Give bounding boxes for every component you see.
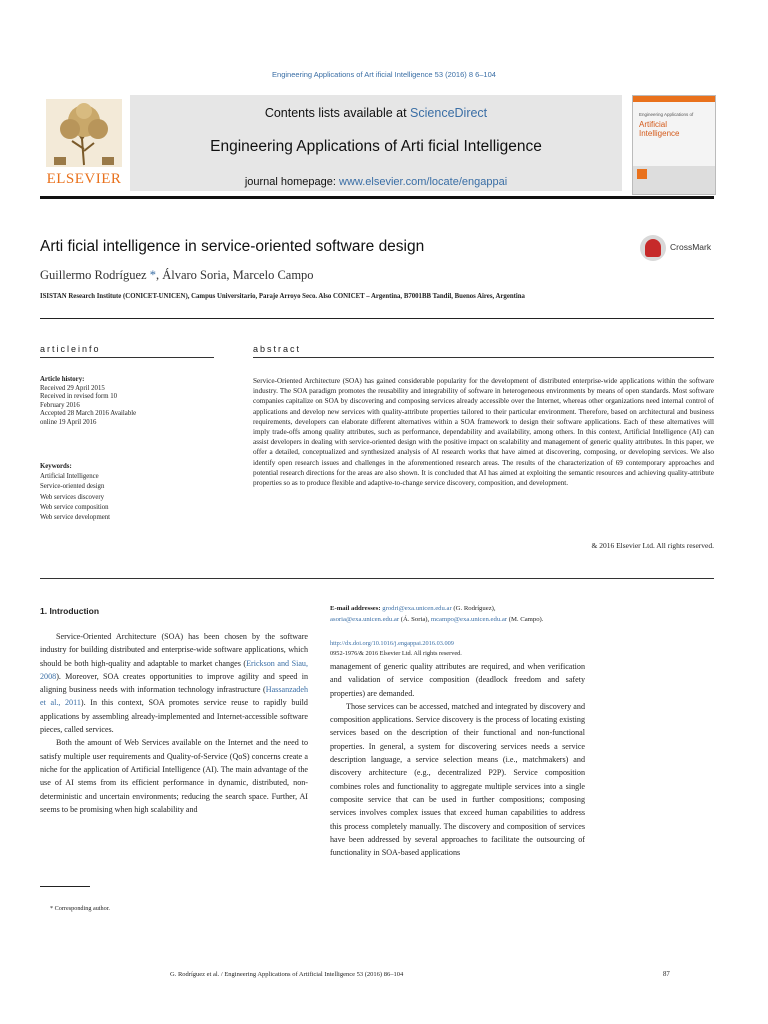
cover-logo-icon [637, 169, 647, 179]
journal-title: Engineering Applications of Arti ficial Intelligence [210, 138, 542, 155]
article-info-rule [40, 357, 214, 358]
paragraph: management of generic quality attributes are required, and when verification and validation of service composition (deadlock freedom and safety properties) are demanded. [330, 662, 585, 698]
crossmark-label: CrossMark [670, 242, 712, 252]
journal-citation-line[interactable]: Engineering Applications of Art ificial Intelligence 53 (2016) 8 6–104 [272, 70, 496, 79]
copyright-notice: & 2016 Elsevier Ltd. All rights reserved. [591, 541, 714, 550]
journal-cover [632, 95, 716, 195]
email-link[interactable]: asoria@exa.unicen.edu.ar [330, 616, 400, 623]
paragraph: Service-Oriented Architecture (SOA) has been chosen by the software industry for building distributed and enterprise-wide software applications, which should be both high-quality and adaptable to market changes (Erickson and Siau, 2008). Moreover, SOA creates opportunities to improve agility and speed in aligning business needs with information technology infrastructure (Hassanzadeh et al., 2011). In this context, SOA promotes service reuse to rapidly build applications by assembling already-implemented and Internet-accessible software pieces, called services. [40, 632, 308, 735]
paragraph: Both the amount of Web Services available on the Internet and the need to satisfy multiple user requirements and Quality-of-Service (QoS) concerns create a niche for the application of Artificial Intelligence (AI). The main advantage of the use of AI stems from its efficient performance in dynamic, distributed, non-deterministic and uncertain environments; reducing the search space. Further, AI seems to be promising when high scalability and [40, 738, 308, 814]
left-column [40, 630, 308, 816]
keyword-item: Web service development [40, 514, 111, 522]
emails-label: E-mail addresses: [330, 605, 383, 612]
history-entry: online 19 April 2016 [40, 418, 97, 426]
footnote-rule [40, 886, 90, 887]
abstract-rule [253, 357, 714, 358]
keywords [40, 462, 210, 523]
right-column [330, 660, 585, 859]
history-entry: February 2016 [40, 401, 80, 409]
contents-prefix: Contents lists available at [264, 106, 411, 120]
email-addresses: E-mail addresses: grodri@exa.unicen.edu.ar (G. Rodríguez), asoria@exa.unicen.edu.ar (Á. Soria), mcampo@exa.unicen.edu.ar (M. Campo). [330, 605, 544, 623]
homepage-link[interactable]: www.elsevier.com/locate/engappai [339, 176, 508, 188]
author-list [40, 268, 640, 283]
elsevier-tree-icon [46, 99, 122, 167]
crossmark-icon [640, 235, 666, 261]
homepage-prefix: journal homepage: [244, 176, 340, 188]
affiliation: ISISTAN Research Institute (CONICET-UNICEN), Campus Universitario, Paraje Arroyo Seco. Also CONICET – Argentina, B7001BB Tandil, Buenos Aires, Argentina [40, 293, 525, 300]
history-label: Article history: [40, 376, 85, 383]
reference-link[interactable]: Erickson and Siau, 2008 [40, 658, 308, 681]
doi-link[interactable]: http://dx.doi.org/10.1016/j.engappai.2016.03.009 [330, 640, 454, 647]
keyword-item: Web services discovery [40, 493, 104, 501]
issn-line: 0952-1976/& 2016 Elsevier Ltd. All rights reserved. [330, 650, 462, 657]
publisher-name: ELSEVIER [46, 171, 122, 187]
corresponding-author-mark[interactable]: * [149, 268, 156, 282]
contents-line [130, 106, 622, 120]
crossmark-badge[interactable] [640, 235, 720, 265]
cover-big-title-line1: Artificial [639, 120, 668, 129]
homepage-line [130, 176, 622, 188]
cover-big-title-line2: Intelligence [639, 129, 680, 138]
history-entry: Received in revised form 10 [40, 393, 118, 401]
title-rule [40, 318, 714, 319]
header-rule [40, 196, 714, 199]
abstract-heading: abstract [253, 344, 302, 354]
author-first: Guillermo Rodríguez [40, 268, 150, 282]
history-entry: Received 29 April 2015 [40, 384, 105, 392]
elsevier-logo [40, 95, 128, 191]
author-others: , Álvaro Soria, Marcelo Campo [155, 268, 314, 282]
cover-small-title: Engineering Applications of [639, 112, 694, 117]
keyword-item: Artificial Intelligence [40, 473, 99, 481]
reference-link[interactable]: Hassanzadeh et al., 2011 [40, 685, 308, 708]
article-info-heading: articleinfo [40, 344, 101, 354]
history-entry: Accepted 28 March 2016 Available [40, 410, 137, 418]
cover-big-title [639, 120, 679, 138]
abstract-text: Service-Oriented Architecture (SOA) has gained considerable popularity for the development of distributed enterprise-wide applications within the software industry. The SOA paradigm promotes the reusability and integrability of software in heterogeneous environments by means of open standards. Most software companies capitalize on SOA by discovering and composing services already accessible over the Internet, whereas other organizations need internal control of applications and develop new services with quality-attribute properties tailored to their particular environment. Therefore, based on architectural and business requirements, developers can elaborate different alternatives within a SOA framework to design their software applications. Each of these alternatives will imply trade-offs among quality attributes, such as performance, dependability and availability, among others. In this context, Artificial Intelligence (AI) can assist developers in dealing with service-oriented design with the positive impact on scalability and management of generic quality attributes. In this paper, we offer a detailed, conceptualized and synthesized analysis of AI research works that have aimed at discovering, composing, or developing services. We also identify open research issues and challenges in the aforementioned research areas. The results of the characterization of 69 contemporary approaches and potential research directions for the areas are also shown. It is concluded that AI has aimed at exploiting the semantic resources and achieving quality-attribute properties so as to produce flexible and adaptive-to-change service discovery, composition, and development. [253, 377, 714, 488]
footer-citation: G. Rodríguez et al. / Engineering Applications of Artificial Intelligence 53 (2016) 86–104 [170, 971, 404, 978]
cover-stripe [633, 96, 715, 102]
keyword-item: Service-oriented design [40, 483, 105, 491]
section-heading-introduction: 1. Introduction [40, 606, 100, 616]
body-rule [40, 578, 714, 579]
article-history [40, 376, 210, 428]
keyword-item: Web service composition [40, 503, 109, 511]
paragraph: Those services can be accessed, matched and integrated by discovery and composition applications. Service discovery is the process of locating existing services based on the description of their functional and non-functional properties. In general, a system for discovering services needs a service description language, a service selection means (i.e., matchmakers) and discovery architecture (e.g., decentralized P2P). Service composition combines roles and functionality to aggregate multiple services into a single composite service that can be used in further compositions; composing services involves complex issues that exceed human capabilities to address this process completely manually. The discovery and composition of services have been addressed by several approaches to facilitate the outsourcing of functionality in SOA-based applications [330, 701, 585, 858]
article-title: Arti ficial intelligence in service-oriented software design [40, 238, 425, 255]
footnote: * Corresponding author. [50, 905, 110, 912]
email-link[interactable]: grodri@exa.unicen.edu.ar [382, 605, 452, 612]
email-link[interactable]: mcampo@exa.unicen.edu.ar [430, 616, 508, 623]
page-number: 87 [663, 971, 670, 978]
sciencedirect-link[interactable]: ScienceDirect [410, 106, 488, 120]
keywords-label: Keywords: [40, 463, 72, 470]
